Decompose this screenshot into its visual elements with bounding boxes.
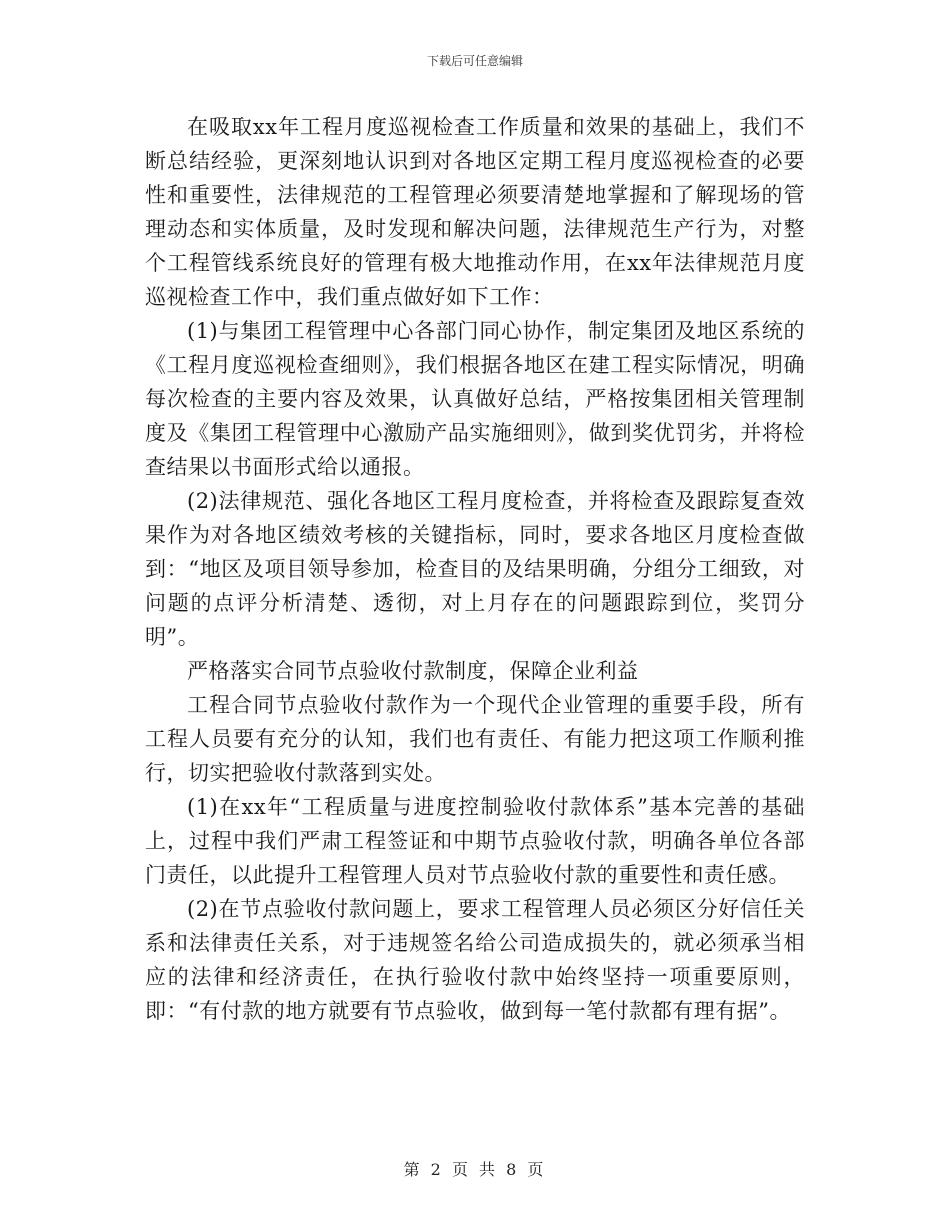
- paragraph-item-1: (1)与集团工程管理中心各部门同心协作，制定集团及地区系统的《工程月度巡视检查细则》，我们根据各地区在建工程实际情况，明确每次检查的主要内容及效果，认真做好总结，严格按集团相关管理制度及《集团工程管理中心激励产品实施细则》，做到奖优罚劣，并将检查结果以书面形式给以通报。: [145, 319, 805, 479]
- document-body: [145, 110, 805, 1028]
- paragraph-item-3: (1)在xx年“工程质量与进度控制验收付款体系”基本完善的基础上，过程中我们严肃工程签证和中期节点验收付款，明确各单位各部门责任，以此提升工程管理人员对节点验收付款的重要性和责任感。: [145, 795, 805, 887]
- page-number: 第 2 页 共 8 页: [403, 1160, 547, 1179]
- download-edit-note: 下载后可任意编辑: [426, 54, 523, 68]
- paragraph-item-2: (2)法律规范、强化各地区工程月度检查，并将检查及跟踪复查效果作为对各地区绩效考核的关键指标，同时，要求各地区月度检查做到：“地区及项目领导参加，检查目的及结果明确，分组分工细致，对问题的点评分析清楚、透彻，对上月存在的问题跟踪到位，奖罚分明”。: [145, 489, 805, 649]
- paragraph-intro: 在吸取xx年工程月度巡视检查工作质量和效果的基础上，我们不断总结经验，更深刻地认识到对各地区定期工程月度巡视检查的必要性和重要性，法律规范的工程管理必须要清楚地掌握和了解现场的管理动态和实体质量，及时发现和解决问题，法律规范生产行为，对整个工程管线系统良好的管理有极大地推动作用，在xx年法律规范月度巡视检查工作中，我们重点做好如下工作：: [145, 115, 805, 309]
- paragraph-section-intro: 工程合同节点验收付款作为一个现代企业管理的重要手段，所有工程人员要有充分的认知，我们也有责任、有能力把这项工作顺利推行，切实把验收付款落到实处。: [145, 693, 805, 785]
- section-heading: 严格落实合同节点验收付款制度，保障企业利益: [187, 659, 639, 683]
- paragraph-item-4: (2)在节点验收付款问题上，要求工程管理人员必须区分好信任关系和法律责任关系，对于违规签名给公司造成损失的，就必须承当相应的法律和经济责任，在执行验收付款中始终坚持一项重要原则，即：“有付款的地方就要有节点验收，做到每一笔付款都有理有据”。: [145, 897, 805, 1023]
